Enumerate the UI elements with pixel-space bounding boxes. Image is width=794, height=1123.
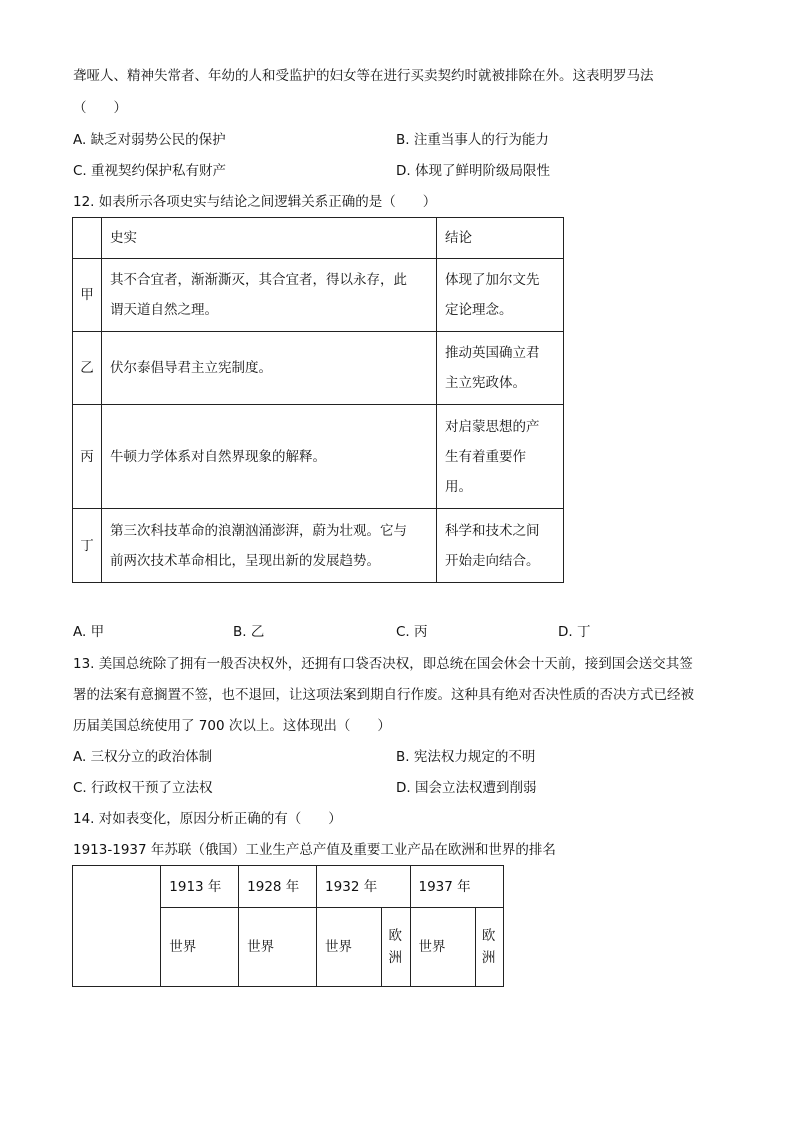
q13-option-d: D. 国会立法权遭到削弱 (396, 780, 537, 796)
row-key: 乙 (73, 332, 102, 405)
q13-stem-line-2: 署的法案有意搁置不签，也不退回，让这项法案到期自行作废。这种具有绝对否决性质的否决方式已经被 (73, 687, 694, 703)
year-header: 1937 年 (410, 866, 504, 908)
q14-table (72, 865, 504, 987)
world-cell: 世界 (317, 908, 382, 987)
q12-option-c: C. 丙 (396, 624, 428, 640)
row-conclusion: 科学和技术之间 开始走向结合。 (437, 509, 564, 583)
q12-option-a: A. 甲 (73, 624, 105, 640)
q11-stem-line: 聋哑人、精神失常者、年幼的人和受监护的妇女等在进行买卖契约时就被排除在外。这表明罗马法 (73, 68, 654, 84)
header-conclusion: 结论 (437, 218, 564, 259)
row-key: 丁 (73, 509, 102, 583)
world-cell: 世界 (161, 908, 239, 987)
q13-option-b: B. 宪法权力规定的不明 (396, 749, 536, 765)
row-fact: 第三次科技革命的浪潮汹涌澎湃，蔚为壮观。它与 前两次技术革命相比，呈现出新的发展趋势。 (102, 509, 437, 583)
row-conclusion: 推动英国确立君 主立宪政体。 (437, 332, 564, 405)
header-blank-cell (73, 218, 102, 259)
corner-cell (73, 866, 161, 987)
row-fact: 伏尔泰倡导君主立宪制度。 (102, 332, 437, 405)
table-row (73, 509, 564, 583)
q12-option-b: B. 乙 (233, 624, 265, 640)
table-header-row (73, 866, 504, 908)
header-fact: 史实 (102, 218, 437, 259)
table-row (73, 332, 564, 405)
year-header: 1932 年 (317, 866, 410, 908)
q12-table (72, 217, 564, 583)
table-header-row (73, 218, 564, 259)
q12-stem: 12. 如表所示各项史实与结论之间逻辑关系正确的是（ ） (73, 194, 437, 210)
q11-option-c: C. 重视契约保护私有财产 (73, 163, 227, 179)
row-conclusion: 对启蒙思想的产 生有着重要作 用。 (437, 405, 564, 509)
table-row (73, 405, 564, 509)
q11-option-d: D. 体现了鲜明阶级局限性 (396, 163, 550, 179)
world-cell: 世界 (239, 908, 317, 987)
q13-stem-line-1: 13. 美国总统除了拥有一般否决权外，还拥有口袋否决权，即总统在国会休会十天前，接到国会送交其签 (73, 656, 693, 672)
q14-stem: 14. 对如表变化，原因分析正确的有（ ） (73, 811, 342, 827)
q13-option-a: A. 三权分立的政治体制 (73, 749, 213, 765)
q11-option-a: A. 缺乏对弱势公民的保护 (73, 132, 226, 148)
q11-answer-blank: （ ） (73, 100, 127, 116)
year-header: 1928 年 (239, 866, 317, 908)
row-fact: 其不合宜者，渐渐澌灭，其合宜者，得以永存，此 谓天道自然之理。 (102, 259, 437, 332)
q11-option-b: B. 注重当事人的行为能力 (396, 132, 549, 148)
world-cell: 世界 (410, 908, 475, 987)
row-conclusion: 体现了加尔文先 定论理念。 (437, 259, 564, 332)
row-key: 丙 (73, 405, 102, 509)
year-header: 1913 年 (161, 866, 239, 908)
europe-cell: 欧 洲 (475, 908, 503, 987)
q14-table-caption: 1913-1937 年苏联（俄国）工业生产总产值及重要工业产品在欧洲和世界的排名 (73, 842, 556, 858)
q13-stem-line-3: 历届美国总统使用了 700 次以上。这体现出（ ） (73, 718, 391, 734)
row-fact: 牛顿力学体系对自然界现象的解释。 (102, 405, 437, 509)
row-key: 甲 (73, 259, 102, 332)
table-row (73, 259, 564, 332)
q12-option-d: D. 丁 (558, 624, 591, 640)
q13-option-c: C. 行政权干预了立法权 (73, 780, 213, 796)
europe-cell: 欧 洲 (382, 908, 410, 987)
